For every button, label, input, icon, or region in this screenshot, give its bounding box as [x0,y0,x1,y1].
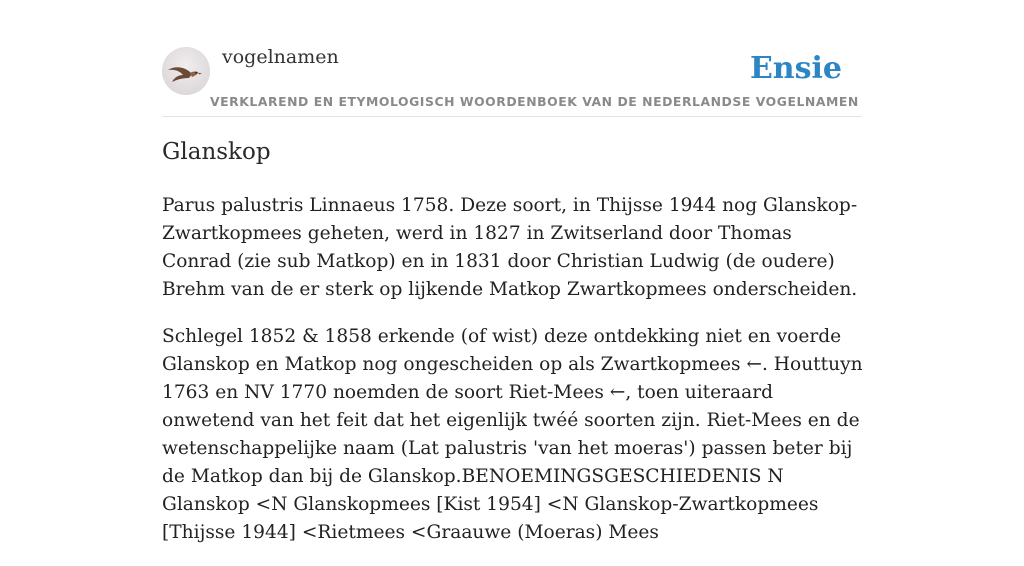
site-tagline: VERKLAREND EN ETYMOLOGISCH WOORDENBOEK VAN DE NEDERLANDSE VOGELNAMEN [210,94,859,109]
site-avatar[interactable] [162,47,210,95]
entry-title: Glanskop [162,139,271,165]
page-container [162,0,863,543]
ensie-logo-link[interactable]: Ensie [749,51,842,86]
entry-paragraph: Schlegel 1852 & 1858 erkende (of wist) deze ontdekking niet en voerde Glanskop en Matkop nog ongescheiden op als Zwartkopmees ←. Houttuyn 1763 en NV 1770 noemden de soort Riet-Mees ←, toen uiteraard onwetend van het feit dat het eigenlijk twéé soorten zijn. Riet-Mees en de wetenschappelijke naam (Lat palustris 'van het moeras') passen beter bij de Matkop dan bij de Glanskop.BENOEMINGSGESCHIEDENIS N Glanskop <N Glanskopmees [Kist 1954] <N Glanskop-Zwartkopmees [Thijsse 1944] <Rietmees <Graauwe (Moeras) Mees [162,326,863,543]
site-header [162,0,862,117]
site-name[interactable]: vogelnamen [222,46,339,68]
entry-paragraph: Parus palustris Linnaeus 1758. Deze soort, in Thijsse 1944 nog Glanskop-Zwartkopmees geheten, werd in 1827 in Zwitserland door Thomas Conrad (zie sub Matkop) en in 1831 door Christian Ludwig (de oudere) Brehm van de er sterk op lijkende Matkop Zwartkopmees onderscheiden. [162,195,858,300]
entry-body [162,192,864,566]
bird-avatar-icon [162,47,210,95]
